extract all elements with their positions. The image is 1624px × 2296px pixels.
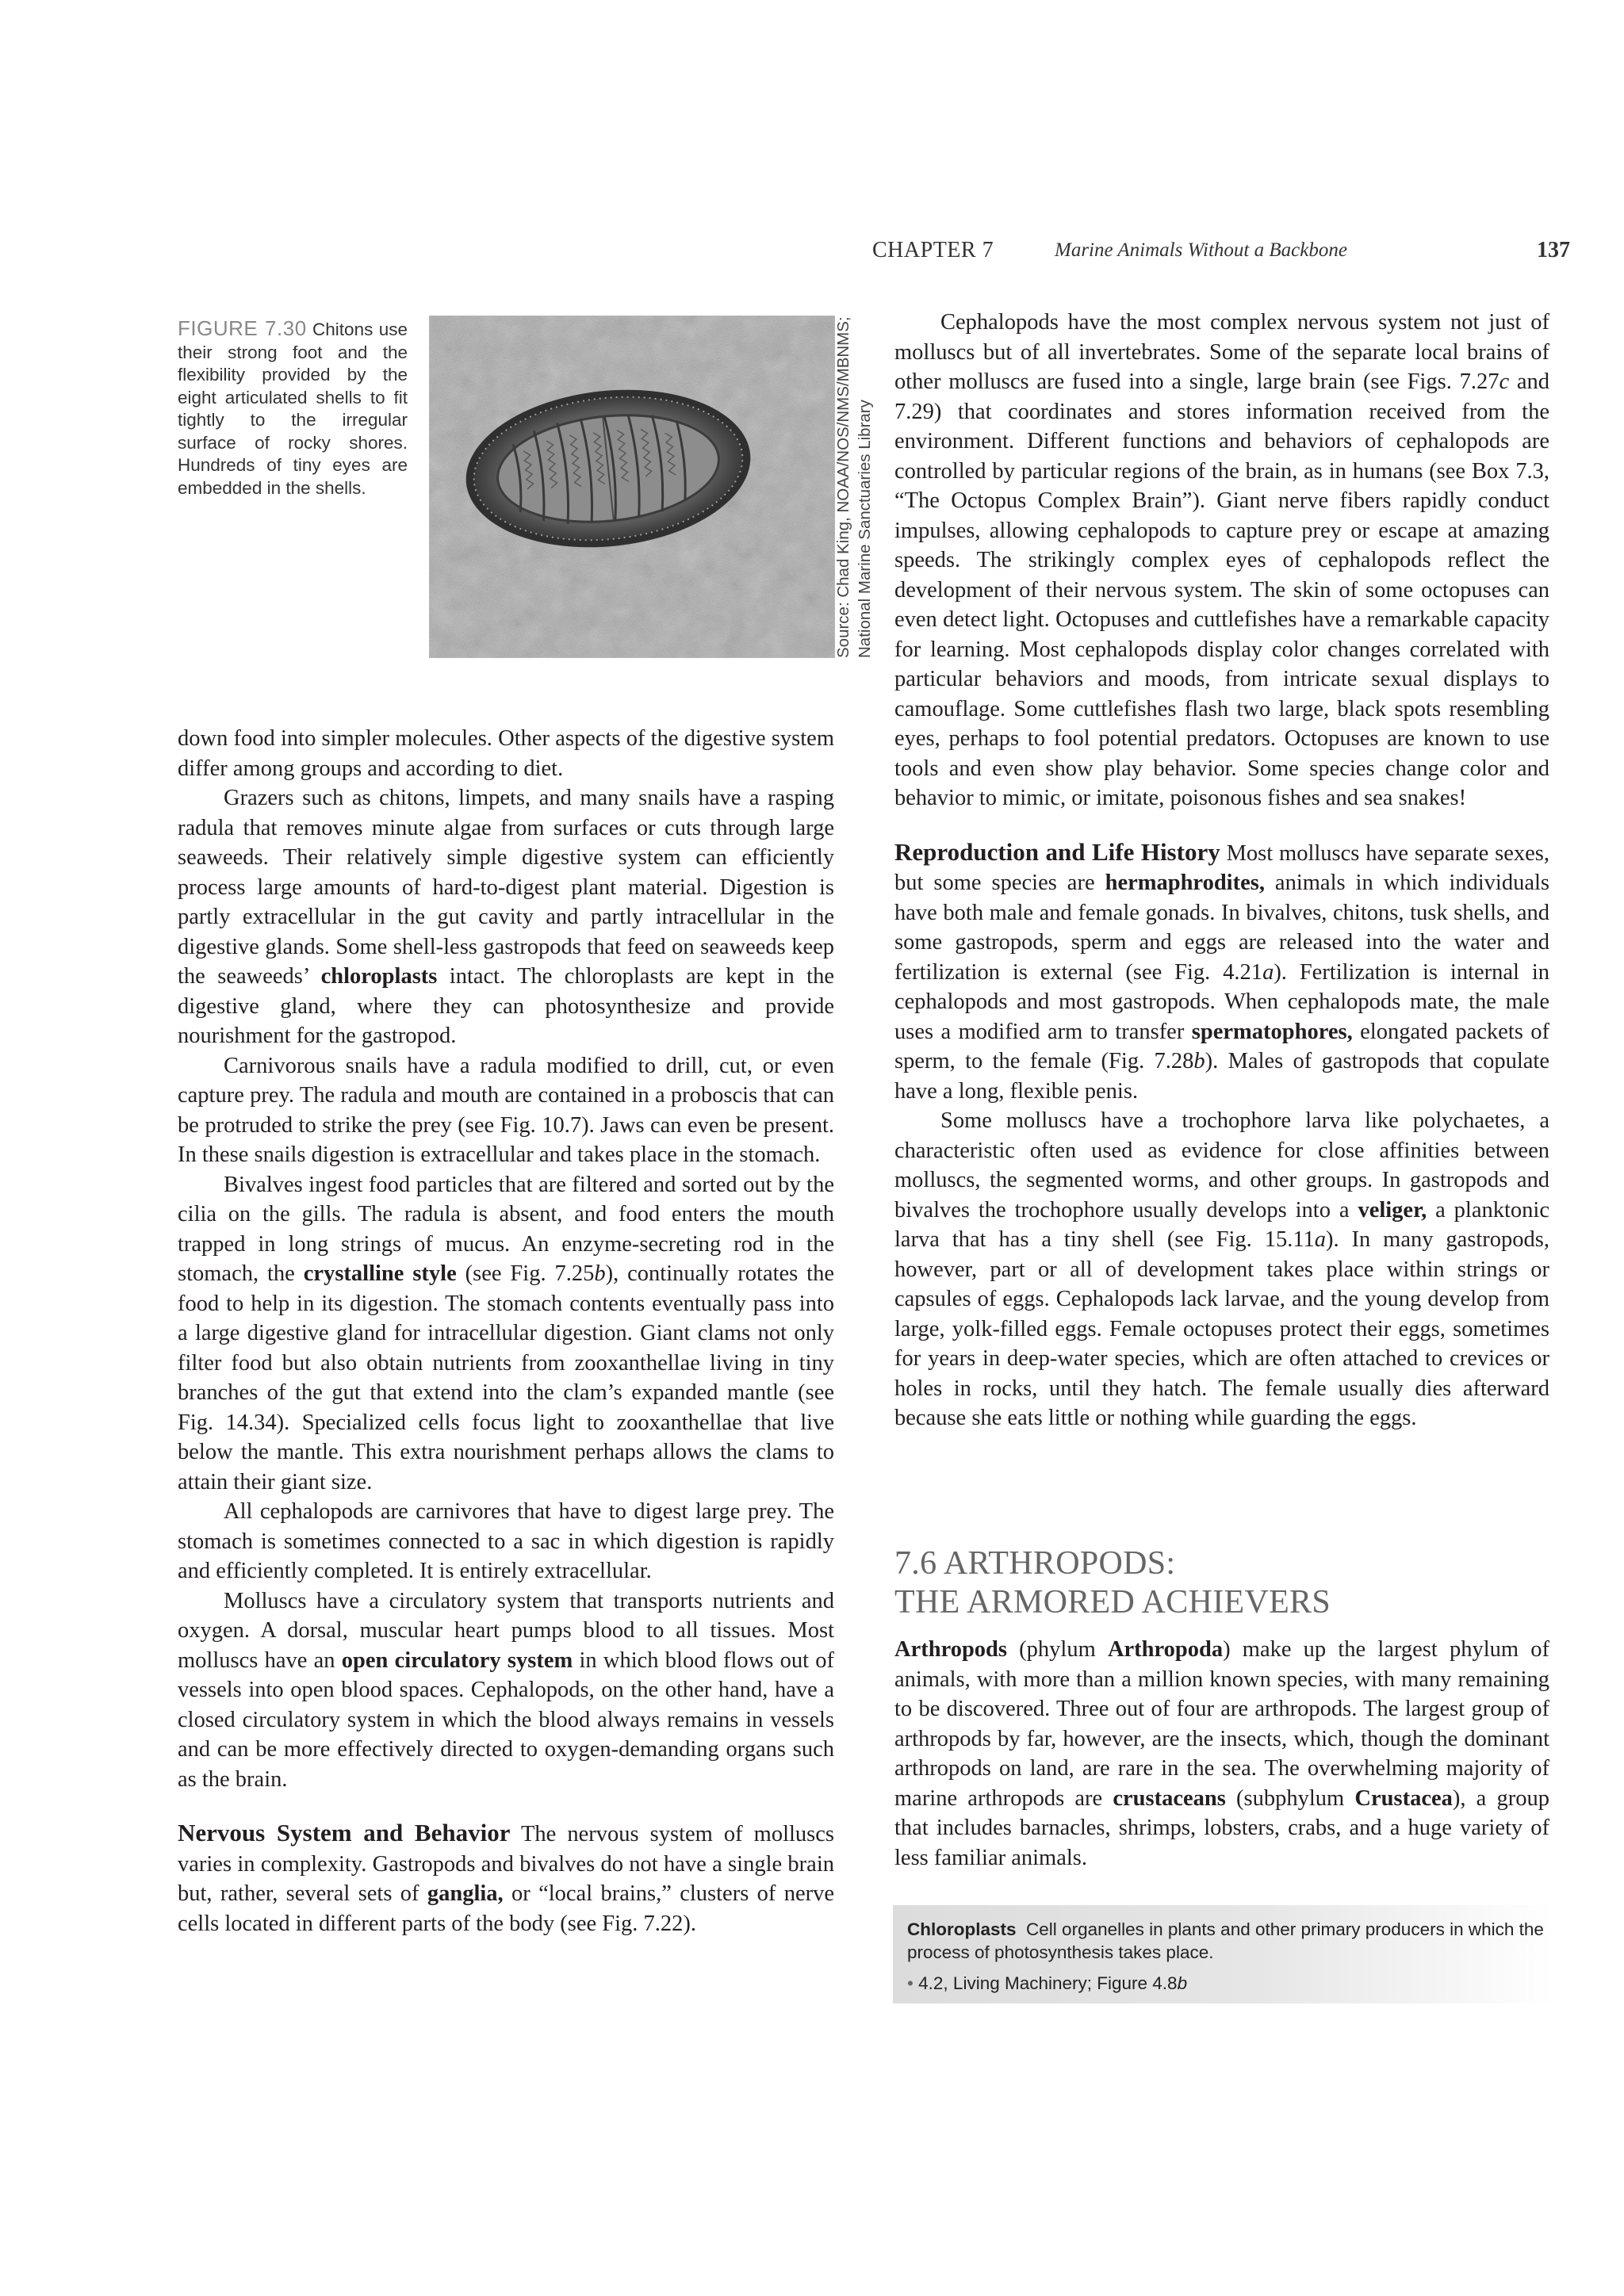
key-term: open circulatory system xyxy=(341,1647,573,1673)
chapter-label: CHAPTER 7 xyxy=(872,238,994,262)
paragraph: Arthropods (phylum Arthropoda) make up the largest phylum of animals, with more than a million known species, with many remaining to be discovered. Three out of four are arthropods. The largest group of arthropods by far, however, are the insects, which, though the dominant arthropods on land, are rare in the sea. The overwhelming majority of marine arthropods are crustaceans (subphylum Crustacea), a group that includes barnacles, shrimps, lobsters, crabs, and a huge variety of less familiar animals. xyxy=(894,1637,1550,1870)
key-term: veliger, xyxy=(1358,1197,1427,1223)
paragraph: Some molluscs have a trochophore larva like polychaetes, a characteristic often used as evidence for close affinities between molluscs, the segmented worms, and other groups. In gastropods and bivalves the trochophore usually develops into a veliger, a planktonic larva that has a tiny shell (see Fig. 15.11a). In many gastropods, however, part or all of development takes place within strings or capsules of eggs. Cephalopods lack larvae, and the young develop from large, yolk-filled eggs. Female octopuses protect their eggs, sometimes for years in deep-water species, which are often attached to crevices or holes in rocks, until they hatch. The female usually dies afterward because she eats little or nothing while guarding the eggs. xyxy=(894,1108,1549,1430)
paragraph: Carnivorous snails have a radula modified to drill, cut, or even capture prey. The radula and mouth are contained in a proboscis that can be protruded to strike the prey (see Fig. 10.7). Jaws can even be present. In these snails digestion is extracellular and takes place in the stomach. xyxy=(178,1053,834,1167)
key-term: crystalline style xyxy=(303,1261,457,1286)
paragraph: Grazers such as chitons, limpets, and many snails have a rasping radula that removes minute algae from surfaces or cuts through large seaweeds. Their relatively simple digestive system can efficiently process large amounts of hard-to-digest plant material. Digestion is partly extracellular in the gut cavity and partly intracellular in the digestive glands. Some shell-less gastropods that feed on seaweeds keep the seaweeds’ chloroplasts intact. The chloroplasts are kept in the digestive gland, where they can photosynthesize and provide nourishment for the gastropod. xyxy=(178,786,835,1048)
glossary-reference[interactable]: • 4.2, Living Machinery; Figure 4.8b xyxy=(907,1973,1188,1993)
key-term: crustaceans xyxy=(1113,1785,1226,1811)
section-heading-line-1: 7.6 ARTHROPODS: xyxy=(894,1545,1176,1582)
paragraph: Cephalopods have the most complex nervous system not just of molluscs but of all invertebrates. Some of the separate local brains of other molluscs are fused into a single, large brain (see Figs. 7.27c and 7.29) that coordinates and stores information received from the environment. Different functions and behaviors of cephalopods are controlled by particular regions of the brain, as in humans (see Box 7.3, “The Octopus Complex Brain”). Giant nerve fibers rapidly conduct impulses, allowing cephalopods to capture prey or escape at amazing speeds. The strikingly complex eyes of cephalopods reflect the development of their nervous system. The skin of some octopuses can even detect light. Octopuses and cuttlefishes have a remarkable capacity for learning. Most cephalopods display color changes correlated with particular behaviors and moods, from intricate sexual displays to camouflage. Some cuttlefishes flash two large, black spots resembling eyes, perhaps to fool potential predators. Octopuses are known to use tools and even show play behavior. Some species change color and behavior to mimic, or imitate, poisonous fishes and sea snakes! xyxy=(894,310,1549,810)
paragraph: Nervous System and Behavior The nervous system of molluscs varies in complexity. Gastropods and bivalves do not have a single brain but, rather, several sets of ganglia, or “local brains,” clusters of nerve cells located in different parts of the body (see Fig. 7.22). xyxy=(178,1819,834,1936)
key-term: ganglia, xyxy=(427,1881,504,1906)
glossary-entry xyxy=(907,1918,1549,1964)
page-number: 137 xyxy=(1537,238,1570,262)
run-in-heading: Reproduction and Life History xyxy=(894,837,1220,866)
section-heading-line-2: THE ARMORED ACHIEVERS xyxy=(894,1584,1331,1621)
figure-caption-text: Chitons use their strong foot and the flexibility provided by the eight articulated shells to fit tightly to the irregular surface of rocky shores. Hundreds of tiny eyes are embedded in the shells. xyxy=(178,320,408,498)
paragraph: All cephalopods are carnivores that have to digest large prey. The stomach is sometimes connected to a sac in which digestion is rapidly and efficiently completed. It is entirely extracellular. xyxy=(178,1499,834,1583)
right-column xyxy=(894,308,1549,1433)
glossary-box xyxy=(893,1905,1553,2003)
chiton-photo xyxy=(429,316,835,658)
bullet-icon: • xyxy=(907,1973,914,1993)
key-term: Crustacea xyxy=(1354,1785,1453,1811)
key-term: Arthropoda xyxy=(1107,1637,1224,1662)
paragraph: down food into simpler molecules. Other aspects of the digestive system differ among groups and according to diet. xyxy=(178,726,834,781)
figure-label: FIGURE 7.30 xyxy=(178,316,307,340)
running-header xyxy=(872,238,1570,270)
arthropods-text xyxy=(894,1635,1549,1873)
figure-caption xyxy=(178,317,408,499)
key-term: Arthropods xyxy=(894,1637,1007,1662)
paragraph: Reproduction and Life History Most molluscs have separate sexes, but some species are hermaphrodites, animals in which individuals have both male and female gonads. In bivalves, chitons, tusk shells, and some gastropods, sperm and eggs are released into the water and fertilization is external (see Fig. 4.21a). Fertilization is internal in cephalopods and most gastropods. When cephalopods mate, the male uses a modified arm to transfer spermatophores, elongated packets of sperm, to the female (Fig. 7.28b). Males of gastropods that copulate have a long, flexible penis. xyxy=(894,837,1549,1104)
key-term: spermatophores, xyxy=(1191,1019,1353,1044)
glossary-reference-text: 4.2, Living Machinery; Figure 4.8 xyxy=(918,1973,1178,1993)
photo-credit xyxy=(833,317,888,658)
glossary-term: Chloroplasts xyxy=(907,1919,1017,1939)
section-heading xyxy=(894,1544,1561,1622)
key-term: chloroplasts xyxy=(320,964,438,989)
key-term: hermaphrodites, xyxy=(1105,871,1265,895)
left-column xyxy=(178,724,834,1938)
photo-credit-line-1: Source: Chad King, NOAA/NOS/NMS/MBNMS; xyxy=(834,316,852,658)
chapter-title: Marine Animals Without a Backbone xyxy=(1055,239,1347,261)
run-in-heading: Nervous System and Behavior xyxy=(178,1819,511,1846)
paragraph: Molluscs have a circulatory system that transports nutrients and oxygen. A dorsal, muscular heart pumps blood to all tissues. Most molluscs have an open circulatory system in which blood flows out of vessels into open blood spaces. Cephalopods, on the other hand, have a closed circulatory system in which the blood always remains in vessels and can be more effectively directed to oxygen-demanding organs such as the brain. xyxy=(178,1588,834,1792)
photo-credit-line-2: National Marine Sanctuaries Library xyxy=(856,400,874,658)
paragraph: Bivalves ingest food particles that are filtered and sorted out by the cilia on the gills. The radula is absent, and food enters the mouth trapped in long strings of mucus. An enzyme-secreting rod in the stomach, the crystalline style (see Fig. 7.25b), continually rotates the food to help in its digestion. The stomach contents eventually pass into a large digestive gland for intracellular digestion. Giant clams not only filter food but also obtain nutrients from zooxanthellae living in tiny branches of the gut that extend into the clam’s expanded mantle (see Fig. 14.34). Specialized cells focus light to zooxanthellae that live below the mantle. This extra nourishment perhaps allows the clams to attain their giant size. xyxy=(178,1172,834,1494)
glossary-definition: Cell organelles in plants and other primary producers in which the process of photosynthesis takes place. xyxy=(907,1919,1544,1962)
